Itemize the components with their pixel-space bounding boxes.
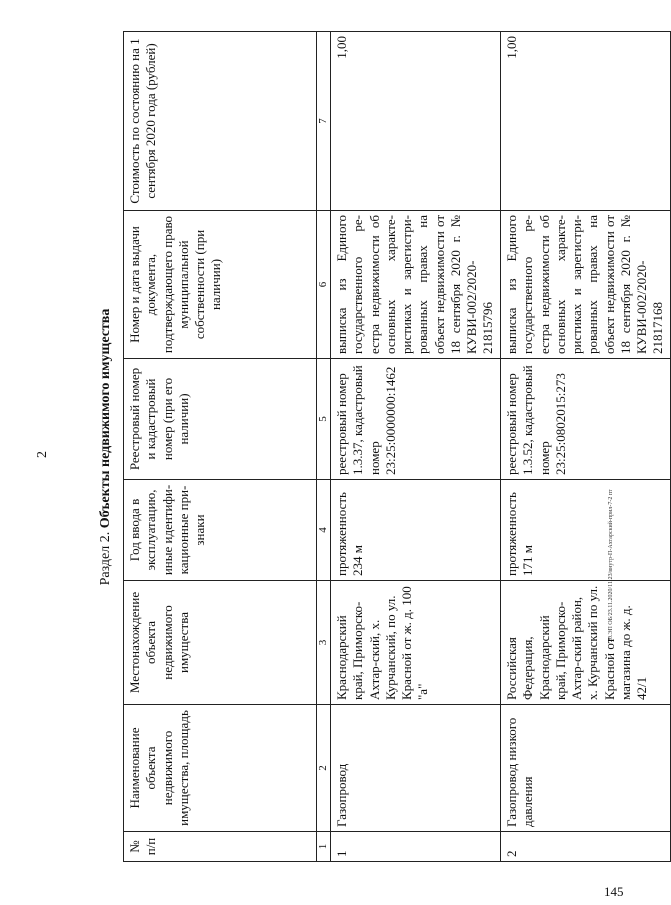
column-number: 6 [317, 211, 331, 359]
row-number: 2 [501, 832, 671, 862]
header-cell: Стоимость по состоянию на 1 сентября 2020 года (рублей) [124, 32, 317, 211]
section-prefix: Раздел 2. [98, 531, 113, 586]
header-cell: Год ввода в эксплуатацию, иные идентифи-кационные при-знаки [124, 480, 317, 581]
ownership-document: выписка из Единого государственного ре-естра недвижимости об основных характе-ристиках и зарегистри-рованных правах на объект недвижимости от 18 сентября 2020 г. № КУВИ-002/2020-21815796 [331, 211, 501, 359]
document-stamp: 20.ЭП ОБ/23.11.2020/11:23/внутр-П-Ахтарский-прил-7-2 пт [608, 489, 614, 642]
object-cost: 1,00 [501, 32, 671, 211]
section-title-text: Объекты недвижимого имущества [98, 308, 113, 529]
page-number-bottom: 145 [604, 884, 624, 899]
object-name: Газопровод низкого давления [501, 705, 671, 832]
real-estate-table [123, 31, 671, 862]
column-number: 1 [317, 832, 331, 862]
column-number: 2 [317, 705, 331, 832]
object-length: протяженность 234 м [331, 480, 501, 581]
header-cell: № п/п [124, 832, 317, 862]
page-number-top: 2 [35, 451, 50, 458]
header-cell: Местонахождение объекта недвижимого имущества [124, 581, 317, 705]
object-name: Газопровод [331, 705, 501, 832]
object-cost: 1,00 [331, 32, 501, 211]
table-header-row [124, 32, 317, 862]
column-number: 7 [317, 32, 331, 211]
row-number: 1 [331, 832, 501, 862]
registry-number: реестровый номер 1.3.52, кадастровый номер 23:25:0802015:273 [501, 359, 671, 480]
rotated-page-content [95, 32, 666, 862]
table-row [501, 32, 671, 862]
column-number: 3 [317, 581, 331, 705]
registry-number: реестровый номер 1.3.37, кадастровый номер 23:25:0000000:1462 [331, 359, 501, 480]
section-title [95, 32, 117, 862]
column-number: 4 [317, 480, 331, 581]
table-row [331, 32, 501, 862]
object-location: Краснодарский край, Приморско-Ахтар-ский, х. Курчанский, по ул. Красной от ж. д. 100 "а" [331, 581, 501, 705]
column-number: 5 [317, 359, 331, 480]
header-cell: Реестровый номер и кадастровый номер (при его наличии) [124, 359, 317, 480]
header-cell: Номер и дата выдачи документа, подтверждающего право муниципальной собственности (при наличии) [124, 211, 317, 359]
object-length: протяженность 171 м [501, 480, 671, 581]
object-location: Российская Федерация, Краснодарский край, Приморско-Ахтар-ский район, х. Курчанский по ул. Красной от магазина до ж. д. 42/1 [501, 581, 671, 705]
column-number-row [317, 32, 331, 862]
ownership-document: выписка из Единого государственного ре-естра недвижимости об основных характе-ристиках и зарегистри-рованных правах на объект недвижимости от 18 сентября 2020 г. № КУВИ-002/2020-21817168 [501, 211, 671, 359]
header-cell: Наименование объекта недвижимого имущества, площадь [124, 705, 317, 832]
